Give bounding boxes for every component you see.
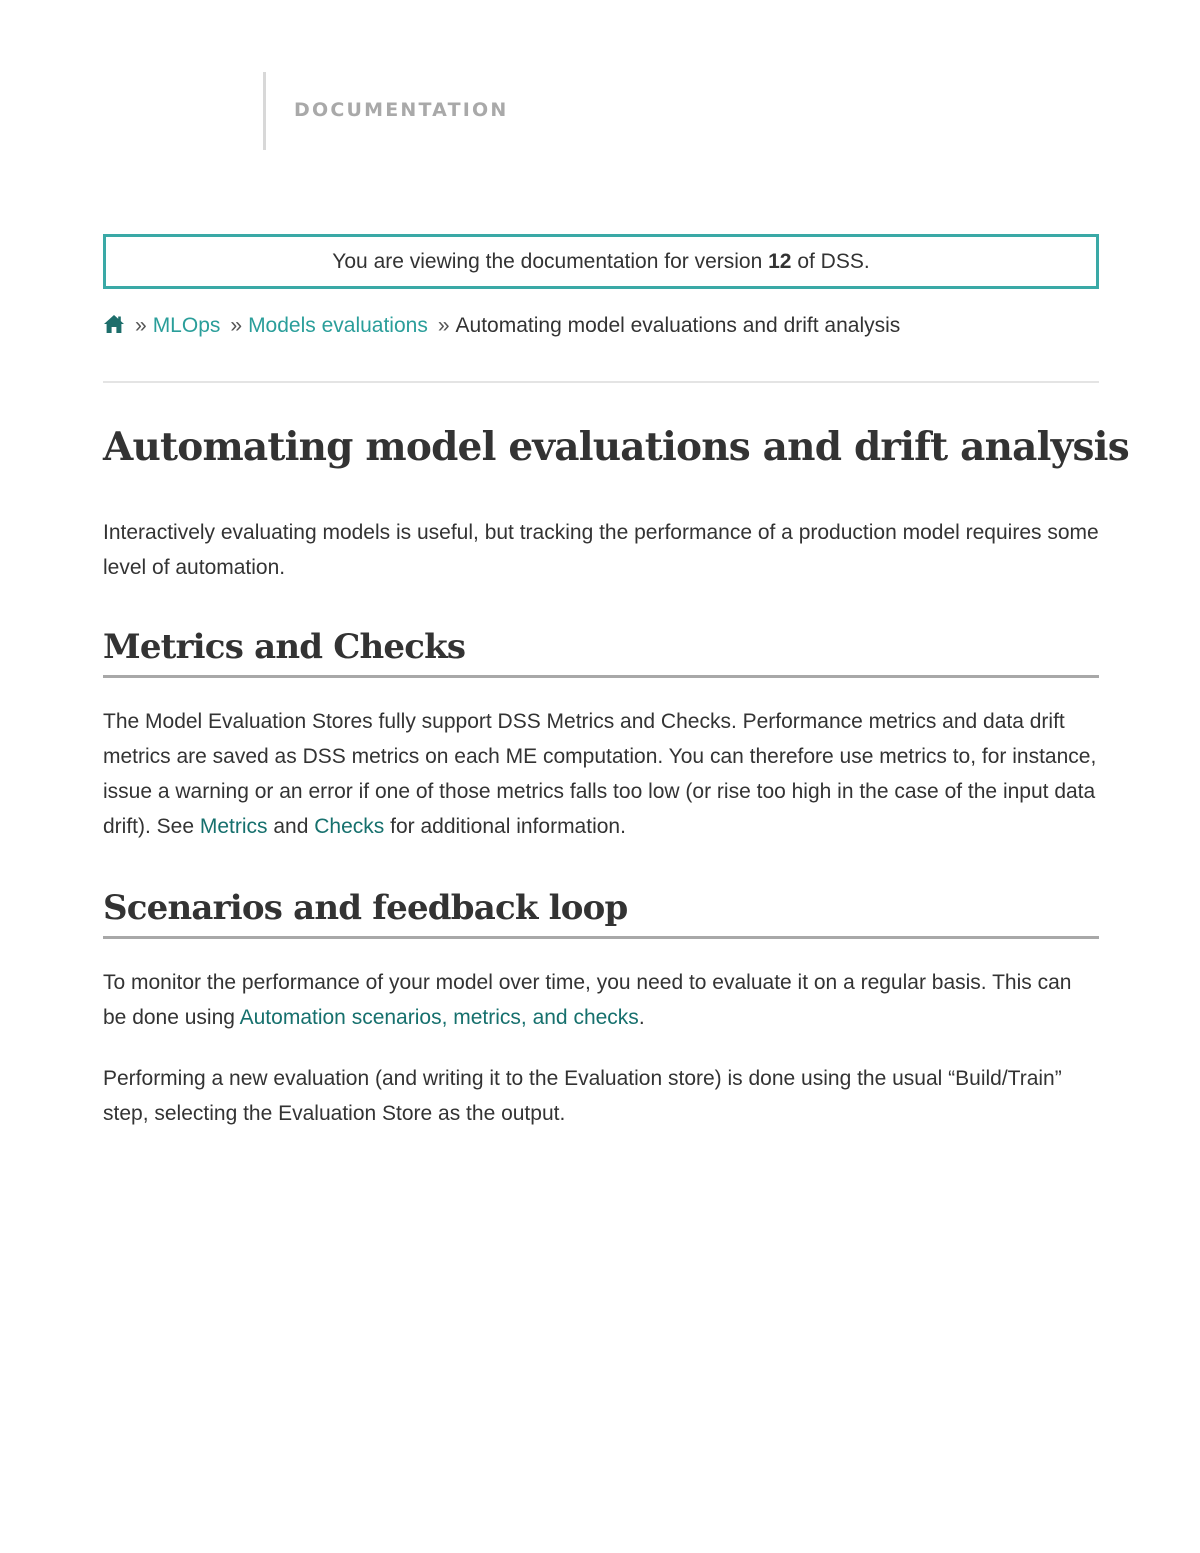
metrics-text: The Model Evaluation Stores fully support DSS Metrics and Checks. Performance metrics and data drift metrics are saved as DSS metrics on each ME computation. You can therefore use metrics to, for instance, issue a warning or an error if one of those metrics falls too low (or rise too high in the case of the input data drift). See xyxy=(103,710,1097,838)
scenarios-text: To monitor the performance of your model over time, you need to evaluate it on a regular basis. This can be done using xyxy=(103,971,1072,1029)
automation-scenarios-link[interactable]: Automation scenarios, metrics, and checks xyxy=(239,1006,639,1029)
site-header xyxy=(0,0,1200,170)
metrics-text-end: for additional information. xyxy=(384,815,626,838)
header-divider xyxy=(263,72,266,150)
checks-link[interactable]: Checks xyxy=(314,815,385,838)
page-title: Automating model evaluations and drift analysis xyxy=(103,424,1129,470)
breadcrumb-separator: » xyxy=(230,314,243,337)
breadcrumb-link-models-evaluations[interactable]: Models evaluations xyxy=(248,314,428,337)
version-banner-suffix: of DSS. xyxy=(791,250,870,273)
home-icon[interactable] xyxy=(103,313,125,333)
metrics-paragraph xyxy=(103,704,1099,844)
metrics-heading: Metrics and Checks xyxy=(103,627,466,667)
breadcrumb-separator: » xyxy=(135,314,147,337)
breadcrumb-link-mlops[interactable]: MLOps xyxy=(152,314,221,337)
version-banner xyxy=(103,234,1099,289)
version-banner-prefix: You are viewing the documentation for version xyxy=(332,250,769,273)
breadcrumb-separator: » xyxy=(437,314,450,337)
breadcrumb-current: Automating model evaluations and drift analysis xyxy=(455,314,901,337)
scenarios-heading: Scenarios and feedback loop xyxy=(103,888,628,928)
section-heading-metrics xyxy=(103,625,1099,678)
metrics-text-and: and xyxy=(267,815,315,838)
metrics-link[interactable]: Metrics xyxy=(199,815,268,838)
scenarios-paragraph-2: Performing a new evaluation (and writing it to the Evaluation store) is done using the usual “Build/Train” step, selecting the Evaluation Store as the output. xyxy=(103,1067,1062,1125)
scenarios-text-end: . xyxy=(638,1006,645,1029)
breadcrumb-divider xyxy=(103,381,1099,383)
scenarios-paragraph-1 xyxy=(103,965,1099,1035)
breadcrumb xyxy=(103,311,1099,341)
section-heading-scenarios xyxy=(103,886,1099,939)
intro-paragraph: Interactively evaluating models is useful, but tracking the performance of a production model requires some level of automation. xyxy=(103,521,1099,579)
version-number: 12 xyxy=(768,250,792,273)
documentation-label[interactable]: DOCUMENTATION xyxy=(294,99,509,121)
